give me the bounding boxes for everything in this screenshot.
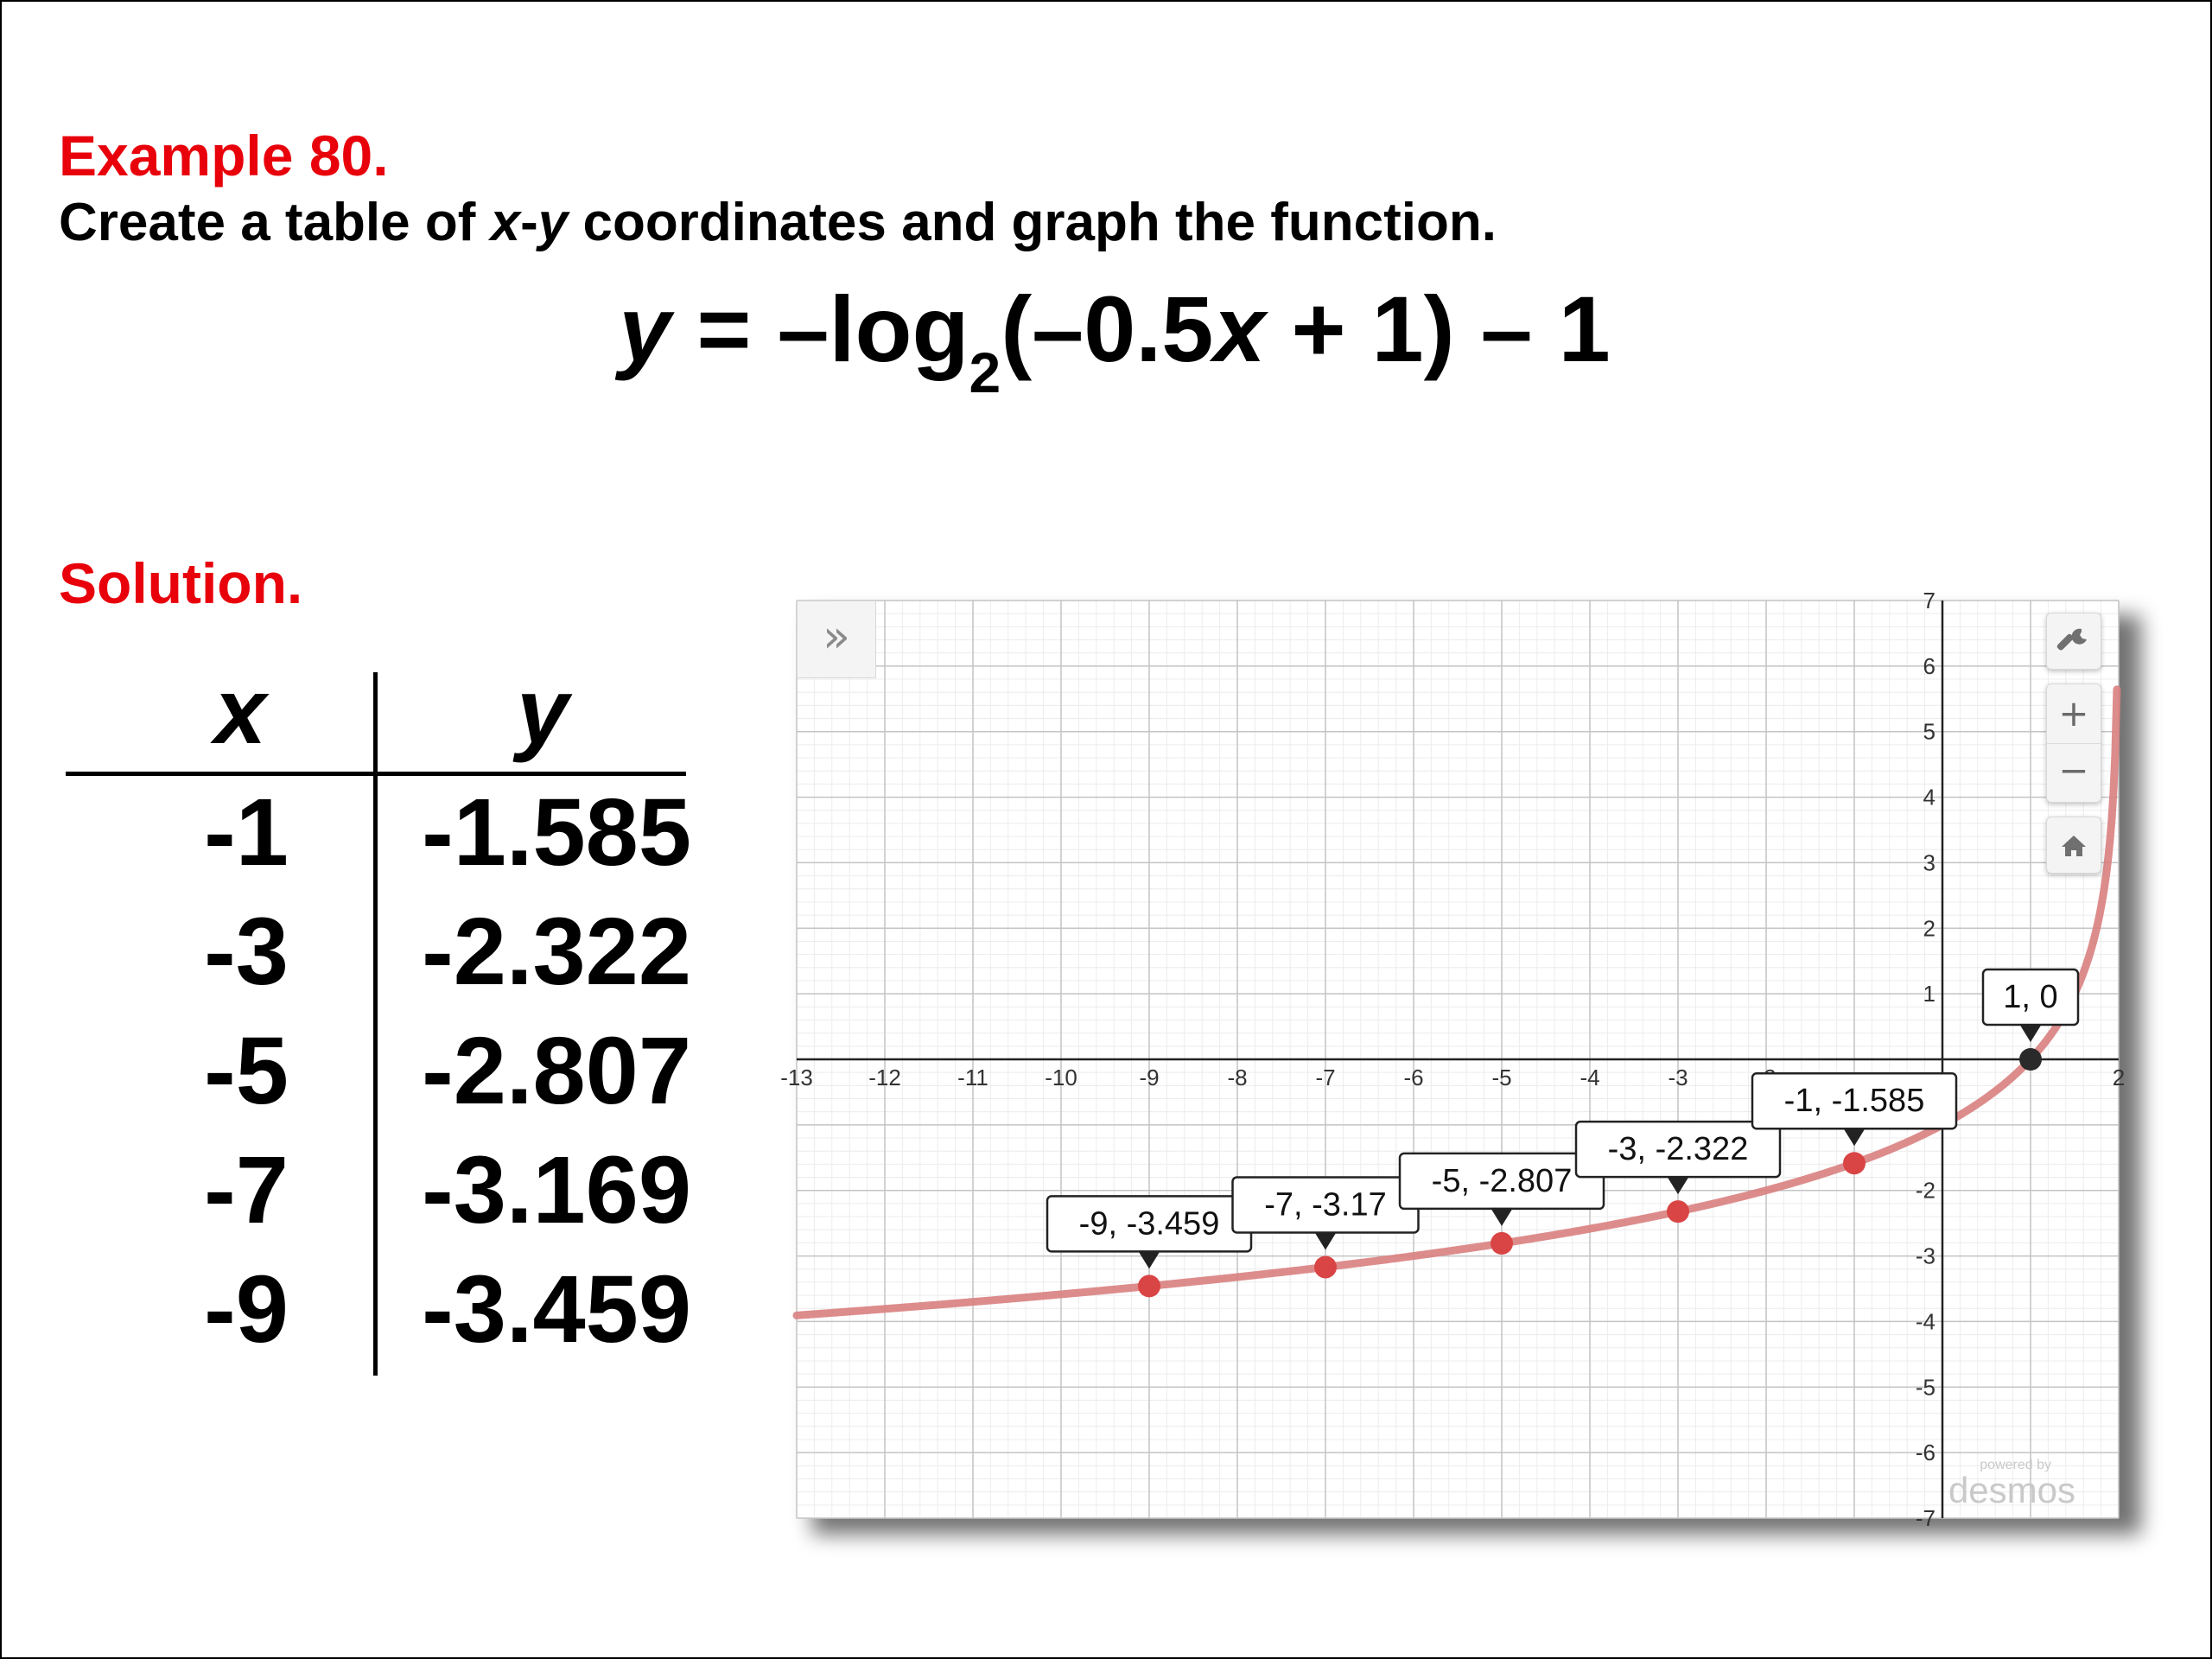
- data-point: [1667, 1200, 1689, 1223]
- point-label-pointer: [1138, 1250, 1160, 1268]
- zoom-out-button[interactable]: [2047, 744, 2101, 801]
- desmos-graph[interactable]: [780, 588, 2126, 1531]
- table-header-y: y: [517, 658, 569, 763]
- data-point: [1314, 1255, 1337, 1278]
- point-label-pointer: [1314, 1231, 1337, 1249]
- x-tick-label: -8: [1227, 1065, 1248, 1090]
- point-label: -3, -2.322: [1607, 1131, 1749, 1168]
- table-cell-y: -3.459: [422, 1256, 691, 1363]
- data-point: [1138, 1274, 1160, 1297]
- point-label: -1, -1.585: [1783, 1083, 1925, 1120]
- zoom-controls: [2046, 683, 2101, 803]
- x-tick-label: -5: [1491, 1065, 1512, 1090]
- home-icon: [2047, 817, 2101, 873]
- function-curve: [797, 690, 2117, 1316]
- instruction-text: Create a table of x-y coordinates and graph the function.: [59, 193, 1497, 252]
- y-tick-label: -2: [1915, 1177, 1936, 1204]
- point-label-pointer: [1667, 1176, 1689, 1194]
- y-tick-label: 4: [1923, 784, 1936, 810]
- point-label: -7, -3.17: [1264, 1186, 1387, 1224]
- y-tick-label: 5: [1923, 718, 1936, 745]
- table-header-x: x: [214, 658, 267, 763]
- zoom-in-button[interactable]: [2047, 684, 2101, 744]
- x-tick-label: -6: [1403, 1065, 1424, 1090]
- wrench-icon: [2047, 613, 2101, 669]
- table-cell-y: -3.169: [422, 1137, 691, 1243]
- graph-canvas[interactable]: [780, 588, 2126, 1531]
- watermark-brand: desmos: [1948, 1470, 2075, 1510]
- y-tick-label: 1: [1923, 981, 1936, 1007]
- solution-title: Solution.: [59, 551, 303, 615]
- data-point: [1843, 1152, 1866, 1174]
- function-equation: $y = -\log_2(-0.5x + 1) - 1$: [619, 276, 1611, 404]
- table-column-divider: [373, 672, 378, 1376]
- point-label: -9, -3.459: [1078, 1205, 1220, 1243]
- y-tick-label: 3: [1923, 849, 1936, 876]
- data-point: [2019, 1048, 2042, 1071]
- graph-settings-button[interactable]: [2046, 613, 2101, 670]
- x-tick-label: -13: [780, 1065, 813, 1090]
- x-tick-label: -9: [1139, 1065, 1160, 1090]
- table-cell-x: -7: [204, 1137, 289, 1243]
- table-cell-x: -1: [204, 779, 289, 886]
- x-tick-label: -3: [1668, 1065, 1688, 1090]
- expand-panel-button[interactable]: [797, 601, 876, 678]
- point-label: -5, -2.807: [1431, 1162, 1573, 1199]
- x-tick-label: -4: [1580, 1065, 1600, 1090]
- y-tick-label: 2: [1923, 915, 1936, 942]
- x-tick-label: -12: [868, 1065, 901, 1090]
- point-label: 1, 0: [2003, 979, 2058, 1015]
- point-label-pointer: [1843, 1128, 1866, 1146]
- y-tick-label: -7: [1915, 1505, 1936, 1531]
- table-cell-y: -2.807: [422, 1018, 691, 1124]
- home-view-button[interactable]: [2046, 817, 2101, 874]
- y-tick-label: -5: [1915, 1374, 1936, 1401]
- x-tick-label: 2: [2112, 1065, 2126, 1090]
- watermark-powered-by: powered by: [1980, 1458, 2051, 1472]
- x-tick-label: -7: [1315, 1065, 1336, 1090]
- y-tick-label: -3: [1915, 1243, 1936, 1269]
- plus-icon: +: [2058, 692, 2089, 734]
- table-cell-x: -5: [204, 1018, 289, 1124]
- data-point: [1491, 1232, 1513, 1255]
- y-tick-label: -6: [1915, 1440, 1936, 1466]
- double-chevron-right-icon: »: [823, 611, 850, 663]
- x-tick-label: -10: [1045, 1065, 1077, 1090]
- table-cell-y: -1.585: [422, 779, 691, 886]
- y-tick-label: -4: [1915, 1308, 1936, 1335]
- table-cell-x: -9: [204, 1256, 289, 1363]
- x-tick-label: -11: [957, 1065, 988, 1090]
- table-cell-x: -3: [204, 899, 289, 1005]
- example-title: Example 80.: [59, 124, 389, 188]
- desmos-watermark: [1948, 1458, 2075, 1508]
- minus-icon: −: [2058, 749, 2089, 791]
- table-cell-y: -2.322: [422, 899, 691, 1005]
- y-tick-label: 6: [1923, 652, 1936, 679]
- y-tick-label: 7: [1923, 588, 1936, 613]
